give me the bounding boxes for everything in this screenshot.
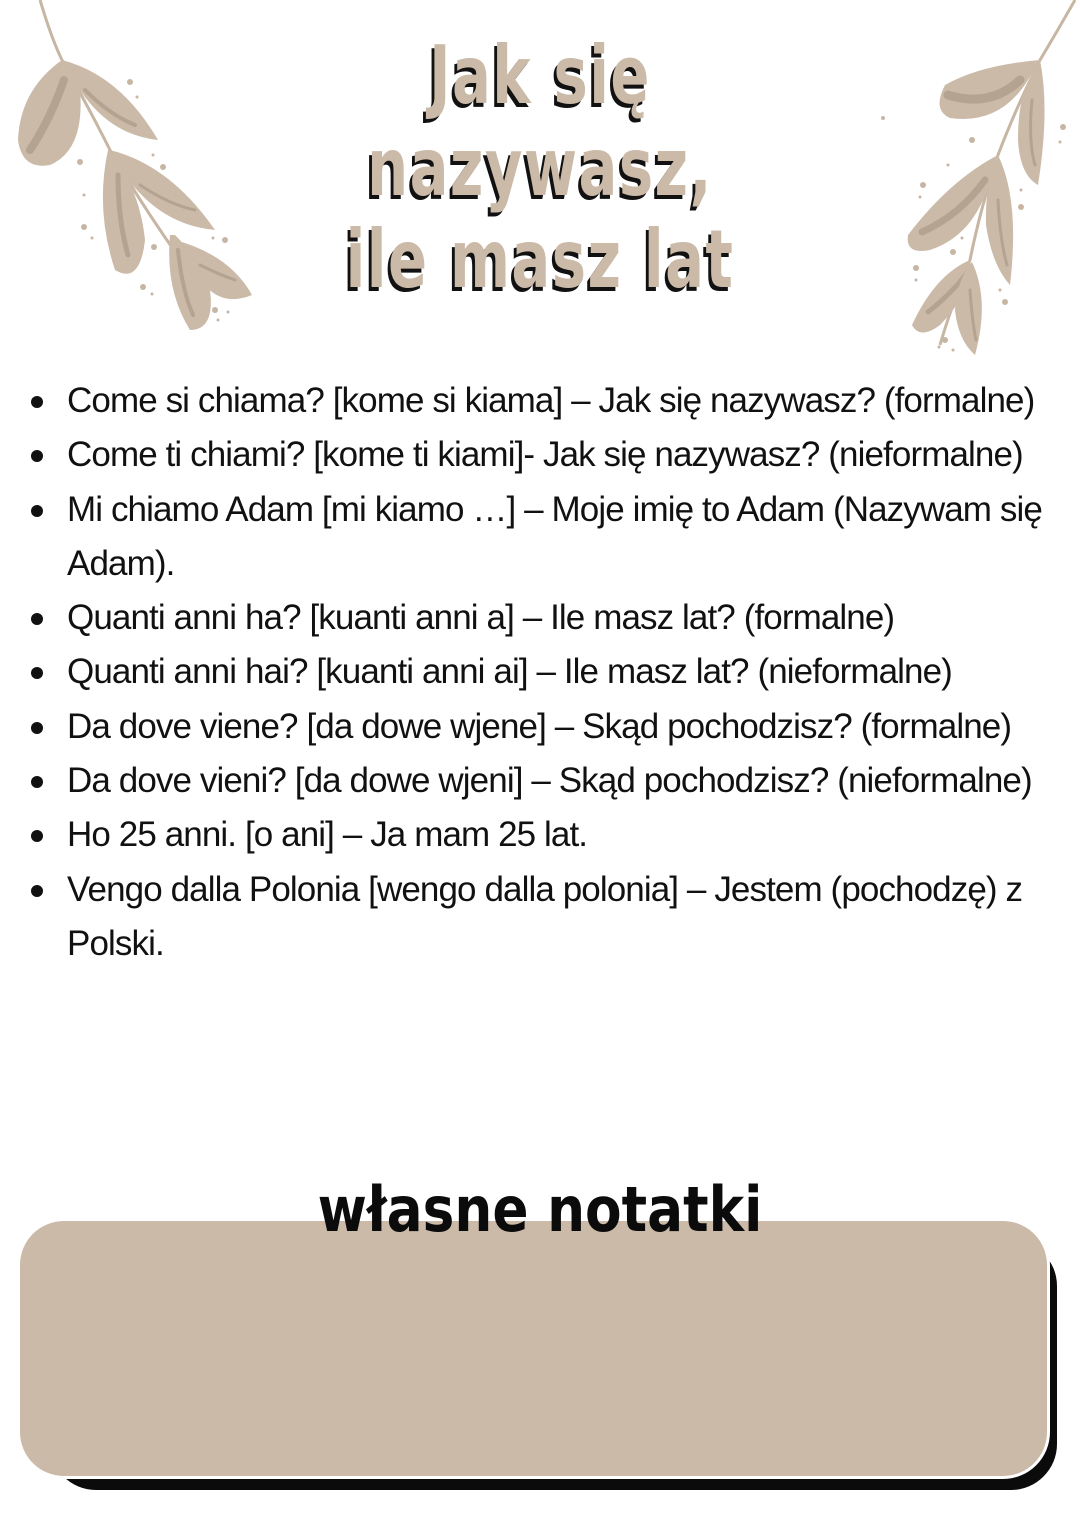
- list-item: Ho 25 anni. [o ani] – Ja mam 25 lat.: [28, 808, 1068, 862]
- list-item: Quanti anni hai? [kuanti anni ai] – Ile masz lat? (nieformalne): [28, 645, 1068, 699]
- list-item: Da dove vieni? [da dowe wjeni] – Skąd pochodzisz? (nieformalne): [28, 754, 1068, 808]
- notes-title: własne notatki: [317, 1173, 763, 1246]
- bullet-icon: [31, 613, 43, 625]
- bullet-icon: [31, 505, 43, 517]
- bullet-icon: [31, 396, 43, 408]
- title-line-1: Jak się nazywasz,: [367, 29, 713, 214]
- list-item: Mi chiamo Adam [mi kiamo …] – Moje imię to Adam (Nazywam się Adam).: [28, 483, 1068, 592]
- list-item: Come si chiama? [kome si kiama] – Jak się nazywasz? (formalne): [28, 374, 1068, 428]
- bullet-icon: [31, 885, 43, 897]
- leaf-branch-icon: [880, 0, 1080, 370]
- notes-box[interactable]: [20, 1221, 1047, 1476]
- list-item: Da dove viene? [da dowe wjene] – Skąd pochodzisz? (formalne): [28, 700, 1068, 754]
- title-line-2: ile masz lat: [345, 213, 735, 306]
- vocabulary-list: [28, 374, 1068, 971]
- bullet-icon: [31, 722, 43, 734]
- bullet-icon: [31, 830, 43, 842]
- leaf-branch-icon: [0, 0, 270, 350]
- list-item: Quanti anni ha? [kuanti anni a] – Ile masz lat? (formalne): [28, 591, 1068, 645]
- bullet-icon: [31, 450, 43, 462]
- page-title: [252, 30, 828, 306]
- bullet-icon: [31, 667, 43, 679]
- list-item: Come ti chiami? [kome ti kiami]- Jak się nazywasz? (nieformalne): [28, 428, 1068, 482]
- list-item: Vengo dalla Polonia [wengo dalla polonia] – Jestem (pochodzę) z Polski.: [28, 863, 1068, 972]
- bullet-icon: [31, 776, 43, 788]
